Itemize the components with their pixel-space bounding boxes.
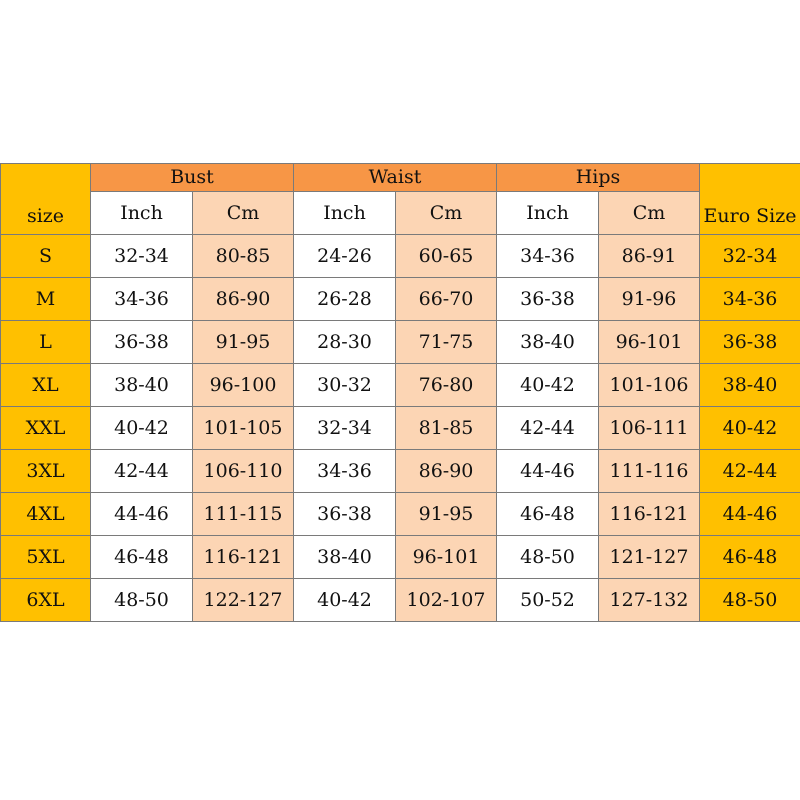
bust-cm-cell: 101-105 xyxy=(193,407,294,450)
hips-cm-cell: 86-91 xyxy=(599,235,700,278)
bust-inch-cell: 44-46 xyxy=(91,493,193,536)
table-row xyxy=(1,321,800,364)
hips-inch-header: Inch xyxy=(497,192,599,235)
hips-cm-cell: 101-106 xyxy=(599,364,700,407)
waist-inch-header: Inch xyxy=(294,192,396,235)
bust-cm-cell: 111-115 xyxy=(193,493,294,536)
waist-inch-cell: 26-28 xyxy=(294,278,396,321)
bust-cm-header: Cm xyxy=(193,192,294,235)
euro-size-cell: 44-46 xyxy=(700,493,800,536)
bust-cm-cell: 96-100 xyxy=(193,364,294,407)
hips-inch-cell: 44-46 xyxy=(497,450,599,493)
waist-inch-cell: 24-26 xyxy=(294,235,396,278)
hips-group-header: Hips xyxy=(497,164,700,192)
bust-inch-cell: 48-50 xyxy=(91,579,193,622)
table-row xyxy=(1,235,800,278)
euro-size-cell: 32-34 xyxy=(700,235,800,278)
bust-inch-cell: 34-36 xyxy=(91,278,193,321)
waist-cm-cell: 76-80 xyxy=(396,364,497,407)
size-cell: XL xyxy=(1,364,91,407)
bust-cm-cell: 80-85 xyxy=(193,235,294,278)
size-chart-table xyxy=(0,163,800,622)
waist-inch-cell: 36-38 xyxy=(294,493,396,536)
hips-inch-cell: 46-48 xyxy=(497,493,599,536)
size-cell: 5XL xyxy=(1,536,91,579)
bust-inch-cell: 38-40 xyxy=(91,364,193,407)
size-cell: S xyxy=(1,235,91,278)
waist-inch-cell: 30-32 xyxy=(294,364,396,407)
euro-size-cell: 38-40 xyxy=(700,364,800,407)
bust-inch-cell: 42-44 xyxy=(91,450,193,493)
hips-inch-cell: 36-38 xyxy=(497,278,599,321)
waist-cm-cell: 60-65 xyxy=(396,235,497,278)
size-cell: 4XL xyxy=(1,493,91,536)
hips-cm-cell: 127-132 xyxy=(599,579,700,622)
size-cell: L xyxy=(1,321,91,364)
hips-cm-cell: 116-121 xyxy=(599,493,700,536)
waist-inch-cell: 28-30 xyxy=(294,321,396,364)
bust-inch-cell: 36-38 xyxy=(91,321,193,364)
waist-cm-cell: 91-95 xyxy=(396,493,497,536)
hips-inch-cell: 50-52 xyxy=(497,579,599,622)
hips-cm-cell: 96-101 xyxy=(599,321,700,364)
waist-inch-cell: 40-42 xyxy=(294,579,396,622)
euro-size-cell: 34-36 xyxy=(700,278,800,321)
bust-cm-cell: 91-95 xyxy=(193,321,294,364)
hips-inch-cell: 40-42 xyxy=(497,364,599,407)
hips-cm-cell: 91-96 xyxy=(599,278,700,321)
euro-size-cell: 36-38 xyxy=(700,321,800,364)
size-cell: 3XL xyxy=(1,450,91,493)
hips-cm-header: Cm xyxy=(599,192,700,235)
bust-cm-cell: 116-121 xyxy=(193,536,294,579)
waist-cm-cell: 71-75 xyxy=(396,321,497,364)
bust-inch-cell: 46-48 xyxy=(91,536,193,579)
hips-inch-cell: 38-40 xyxy=(497,321,599,364)
unit-header-row xyxy=(1,192,800,235)
bust-inch-cell: 40-42 xyxy=(91,407,193,450)
table-row xyxy=(1,278,800,321)
hips-cm-cell: 121-127 xyxy=(599,536,700,579)
waist-inch-cell: 34-36 xyxy=(294,450,396,493)
waist-cm-header: Cm xyxy=(396,192,497,235)
bust-cm-cell: 122-127 xyxy=(193,579,294,622)
waist-cm-cell: 81-85 xyxy=(396,407,497,450)
waist-cm-cell: 66-70 xyxy=(396,278,497,321)
table-row xyxy=(1,579,800,622)
waist-cm-cell: 102-107 xyxy=(396,579,497,622)
waist-cm-cell: 86-90 xyxy=(396,450,497,493)
hips-cm-cell: 106-111 xyxy=(599,407,700,450)
size-cell: XXL xyxy=(1,407,91,450)
table-row xyxy=(1,407,800,450)
size-column-header: size xyxy=(1,164,91,235)
euro-size-column-header: Euro Size xyxy=(700,164,800,235)
bust-cm-cell: 86-90 xyxy=(193,278,294,321)
bust-group-header: Bust xyxy=(91,164,294,192)
table-row xyxy=(1,536,800,579)
hips-cm-cell: 111-116 xyxy=(599,450,700,493)
euro-size-cell: 46-48 xyxy=(700,536,800,579)
hips-inch-cell: 34-36 xyxy=(497,235,599,278)
bust-cm-cell: 106-110 xyxy=(193,450,294,493)
euro-size-cell: 48-50 xyxy=(700,579,800,622)
size-cell: M xyxy=(1,278,91,321)
waist-group-header: Waist xyxy=(294,164,497,192)
bust-inch-header: Inch xyxy=(91,192,193,235)
table-row xyxy=(1,364,800,407)
waist-cm-cell: 96-101 xyxy=(396,536,497,579)
hips-inch-cell: 42-44 xyxy=(497,407,599,450)
euro-size-cell: 42-44 xyxy=(700,450,800,493)
group-header-row xyxy=(1,164,800,192)
euro-size-cell: 40-42 xyxy=(700,407,800,450)
waist-inch-cell: 32-34 xyxy=(294,407,396,450)
size-cell: 6XL xyxy=(1,579,91,622)
table-row xyxy=(1,450,800,493)
hips-inch-cell: 48-50 xyxy=(497,536,599,579)
waist-inch-cell: 38-40 xyxy=(294,536,396,579)
table-row xyxy=(1,493,800,536)
bust-inch-cell: 32-34 xyxy=(91,235,193,278)
